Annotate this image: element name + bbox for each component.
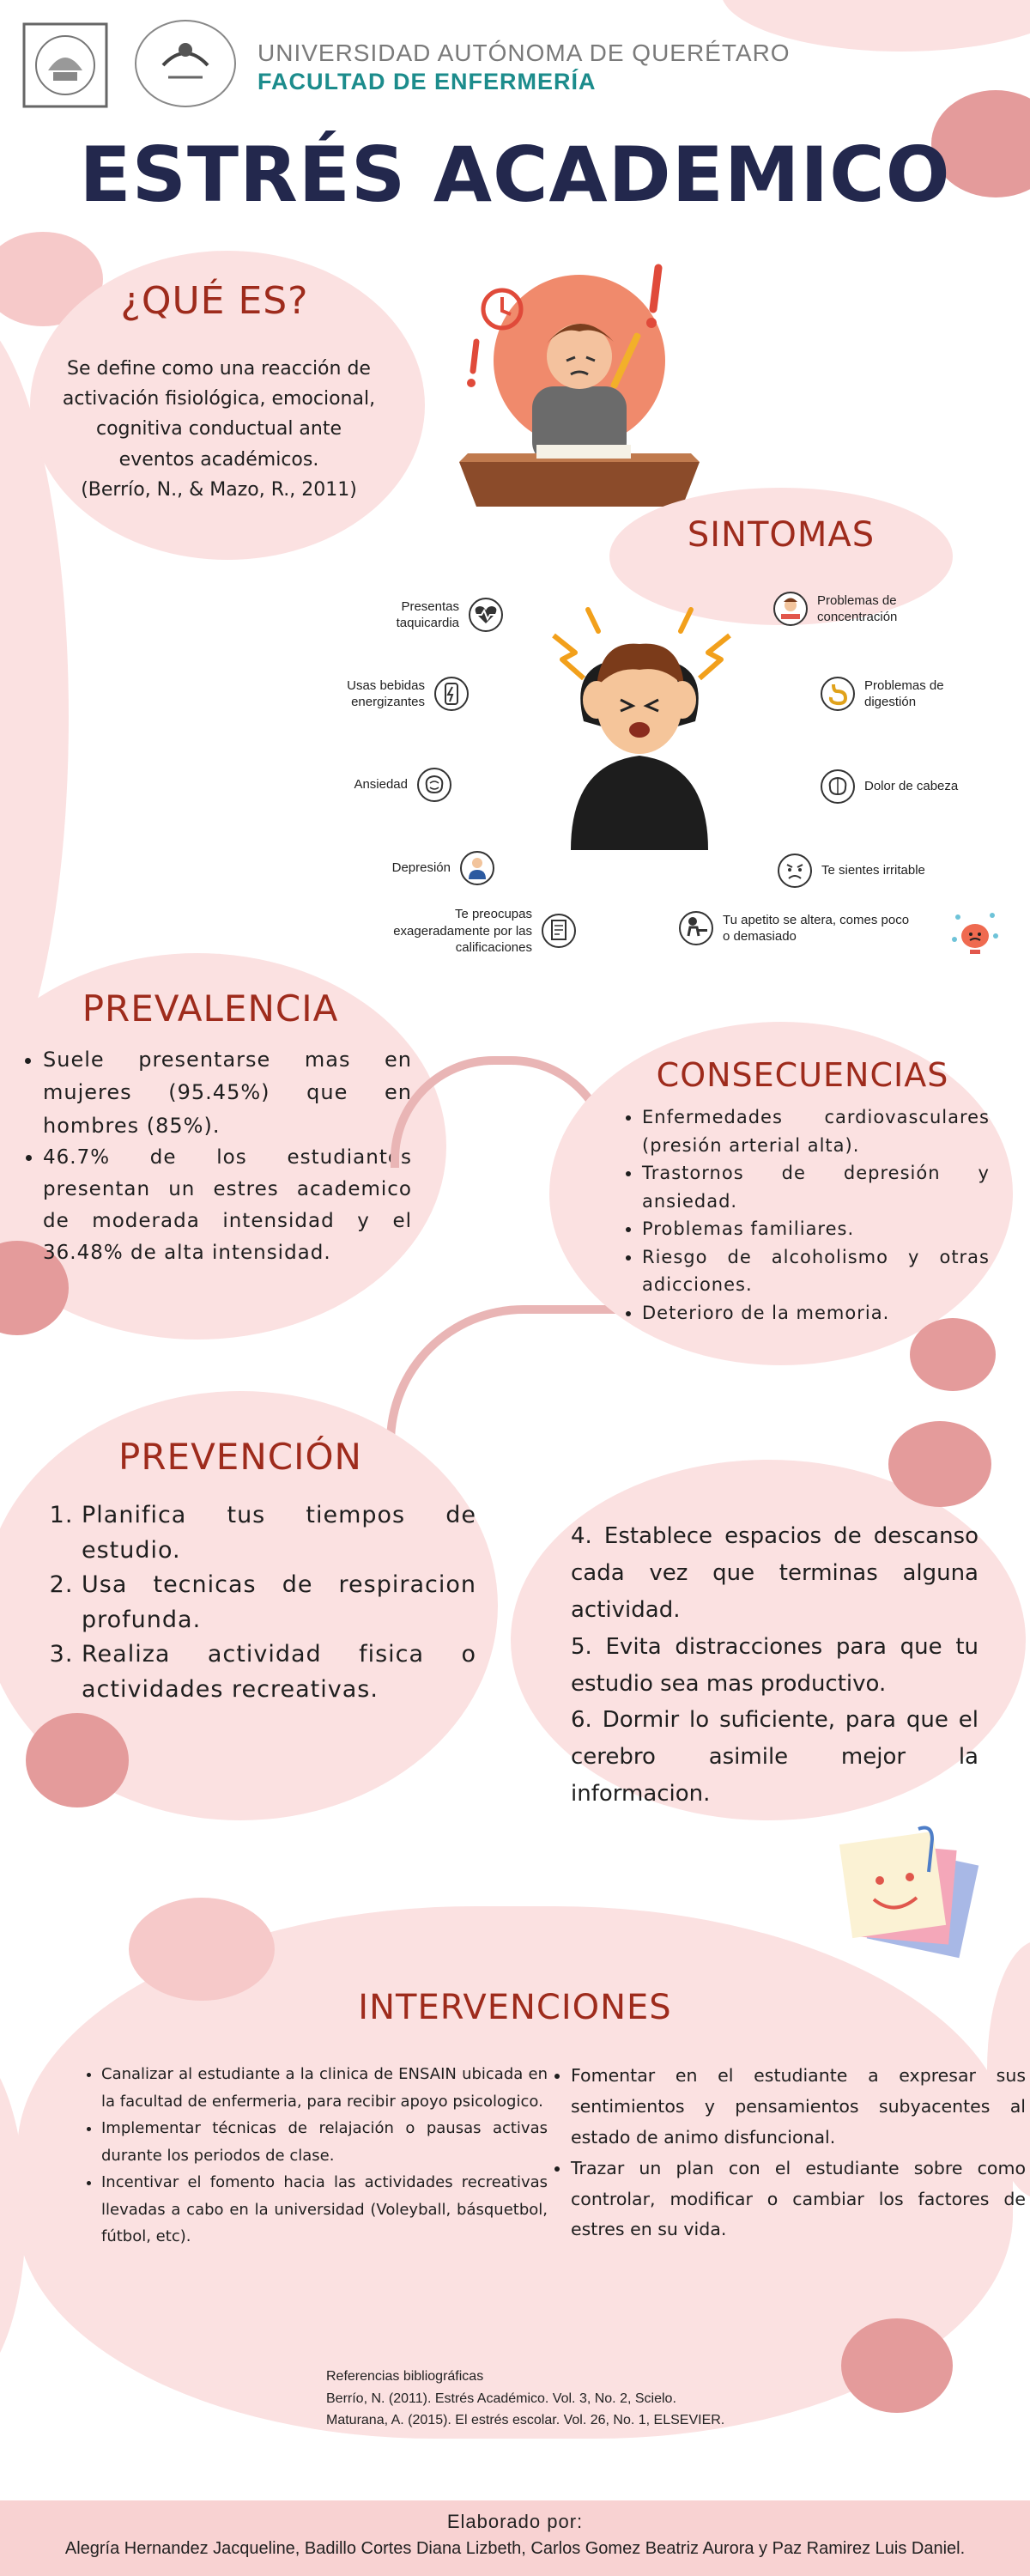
symptom-label: Dolor de cabeza bbox=[864, 779, 959, 794]
prevencion-step: 6. Dormir lo suficiente, para que el cerebro asimile mejor la informacion. bbox=[571, 1707, 978, 1807]
list-item: • Trastornos de depresión y ansiedad. bbox=[642, 1159, 990, 1215]
list-item: 1. Planifica tus tiempos de estudio. bbox=[82, 1498, 476, 1568]
symptom-label: Problemas de concentración bbox=[817, 592, 898, 624]
prevencion-more-accent-blob bbox=[888, 1421, 991, 1507]
intervenciones-left-list bbox=[76, 2061, 548, 2251]
confused-student-icon bbox=[772, 591, 809, 627]
symptom-label: Te sientes irritable bbox=[821, 863, 925, 878]
list-item: • Implementar técnicas de relajación o pausas activas durante los periodos de clase. bbox=[101, 2115, 548, 2169]
symptom-digestion bbox=[820, 676, 967, 712]
intervenciones-heading: INTERVENCIONES bbox=[358, 1988, 672, 2027]
list-item: • Riesgo de alcoholismo y otras adicciones. bbox=[642, 1243, 990, 1299]
symptom-label: Te preocupas exageradamente por las calificaciones bbox=[393, 907, 532, 955]
symptom-label: Usas bebidas energizantes bbox=[347, 677, 425, 709]
prevalencia-list bbox=[17, 1043, 412, 1268]
list-item: • Trazar un plan con el estudiante sobre como controlar, modificar o cambiar los factores de estres en su vida. bbox=[571, 2154, 1026, 2246]
symptom-label: Problemas de digestión bbox=[864, 677, 944, 709]
symptom-irritable bbox=[777, 853, 950, 889]
prevencion-heading: PREVENCIÓN bbox=[118, 1436, 362, 1478]
angry-face-icon bbox=[777, 853, 813, 889]
references-block bbox=[326, 2366, 807, 2432]
energy-drink-icon bbox=[433, 676, 470, 712]
que-es-citation: (Berrío, N., & Mazo, R., 2011) bbox=[81, 478, 357, 501]
que-es-line: eventos académicos. bbox=[118, 448, 319, 471]
list-item: • Fomentar en el estudiante a expresar sus sentimientos y pensamientos subyacentes al estado de animo disfuncional. bbox=[571, 2061, 1026, 2154]
prevencion-step: 5. Evita distracciones para que tu estudio sea mas productivo. bbox=[571, 1633, 978, 1697]
stressed-student-illustration bbox=[451, 258, 708, 507]
symptom-depresion bbox=[382, 850, 495, 886]
connector-arc bbox=[386, 1305, 635, 1451]
symptom-energizantes bbox=[322, 676, 470, 712]
symptom-label: Tu apetito se altera, comes poco o demasiado bbox=[723, 912, 910, 944]
eating-person-icon bbox=[678, 910, 714, 946]
list-item: • Canalizar al estudiante a la clinica de ENSAIN ubicada en la facultad de enfermeria, para recibir apoyo psicologico. bbox=[101, 2061, 548, 2115]
que-es-line: activación fisiológica, emocional, bbox=[62, 388, 376, 410]
prevalencia-heading: PREVALENCIA bbox=[82, 987, 339, 1030]
list-item: 3. Realiza actividad fisica o actividades recreativas. bbox=[82, 1637, 476, 1707]
prevencion-list bbox=[47, 1498, 476, 1707]
faculty-name: FACULTAD DE ENFERMERÍA bbox=[258, 69, 597, 94]
symptom-calificaciones bbox=[378, 906, 577, 957]
university-name: UNIVERSIDAD AUTÓNOMA DE QUERÉTARO bbox=[258, 39, 791, 66]
uaq-seal-logo bbox=[19, 19, 112, 112]
consecuencias-accent-blob bbox=[910, 1318, 996, 1391]
que-es-line: Se define como una reacción de bbox=[67, 358, 371, 380]
reference-item: Maturana, A. (2015). El estrés escolar. Vol. 26, No. 1, ELSEVIER. bbox=[326, 2413, 725, 2428]
symptom-apetito bbox=[678, 910, 912, 946]
intervenciones-top-left-blob bbox=[129, 1898, 275, 2001]
list-item: • Incentivar el fomento hacia las actividades recreativas llevadas a cabo en la universidad (Voleyball, básquetbol, fútbol, etc). bbox=[101, 2169, 548, 2251]
list-item: • 46.7% de los estudiantes presentan un estres academico de moderada intensidad y el 36.48% de alta intensidad. bbox=[43, 1142, 412, 1268]
que-es-line: cognitiva conductual ante bbox=[95, 418, 342, 440]
list-item: • Problemas familiares. bbox=[642, 1215, 990, 1243]
prevencion-accent-blob bbox=[26, 1713, 129, 1807]
list-item: • Suele presentarse mas en mujeres (95.45%) que en hombres (85%). bbox=[43, 1043, 412, 1142]
sintomas-heading: SINTOMAS bbox=[687, 515, 876, 555]
consecuencias-list bbox=[618, 1103, 990, 1327]
heart-pulse-icon bbox=[468, 597, 504, 633]
stomach-icon bbox=[820, 676, 856, 712]
symptom-ansiedad bbox=[348, 767, 452, 803]
que-es-text bbox=[47, 354, 391, 505]
exam-paper-icon bbox=[541, 913, 577, 949]
que-es-heading: ¿QUÉ ES? bbox=[120, 279, 309, 323]
symptom-label: Presentas taquicardia bbox=[396, 598, 459, 630]
symptom-label: Ansiedad bbox=[354, 777, 408, 793]
symptom-label: Depresión bbox=[391, 860, 451, 876]
symptom-taquicardia bbox=[339, 597, 504, 633]
intervenciones-bottom-right-blob bbox=[841, 2318, 953, 2413]
list-item: • Enfermedades cardiovasculares (presión arterial alta). bbox=[642, 1103, 990, 1159]
headache-person-illustration bbox=[536, 592, 742, 850]
prevencion-step: 4. Establece espacios de descanso cada vez que terminas alguna actividad. bbox=[571, 1523, 978, 1623]
reference-item: Berrío, N. (2011). Estrés Académico. Vol. 3, No. 2, Scielo. bbox=[326, 2391, 676, 2406]
footer-authors: Alegría Hernandez Jacqueline, Badillo Cortes Diana Lizbeth, Carlos Gomez Beatriz Aurora y Paz Ramirez Luis Daniel. bbox=[64, 2539, 966, 2558]
symptom-dolor-cabeza bbox=[820, 769, 976, 805]
sad-person-icon bbox=[459, 850, 495, 886]
prevencion-more-text bbox=[571, 1518, 978, 1813]
brain-headache-icon bbox=[820, 769, 856, 805]
nursing-faculty-logo bbox=[129, 15, 242, 112]
footer-label: Elaborado por: bbox=[446, 2511, 584, 2532]
intervenciones-right-list bbox=[545, 2061, 1026, 2245]
list-item: • Deterioro de la memoria. bbox=[642, 1299, 990, 1327]
symptom-concentracion bbox=[772, 591, 929, 627]
list-item: 2. Usa tecnicas de respiracion profunda. bbox=[82, 1568, 476, 1637]
stomach-cartoon-icon bbox=[951, 910, 999, 958]
sticky-notes-illustration bbox=[824, 1820, 987, 1975]
brain-anxiety-icon bbox=[416, 767, 452, 803]
page-title: ESTRÉS ACADEMICO bbox=[79, 131, 951, 219]
references-heading: Referencias bibliográficas bbox=[326, 2369, 484, 2384]
consecuencias-heading: CONSECUENCIAS bbox=[656, 1056, 949, 1094]
